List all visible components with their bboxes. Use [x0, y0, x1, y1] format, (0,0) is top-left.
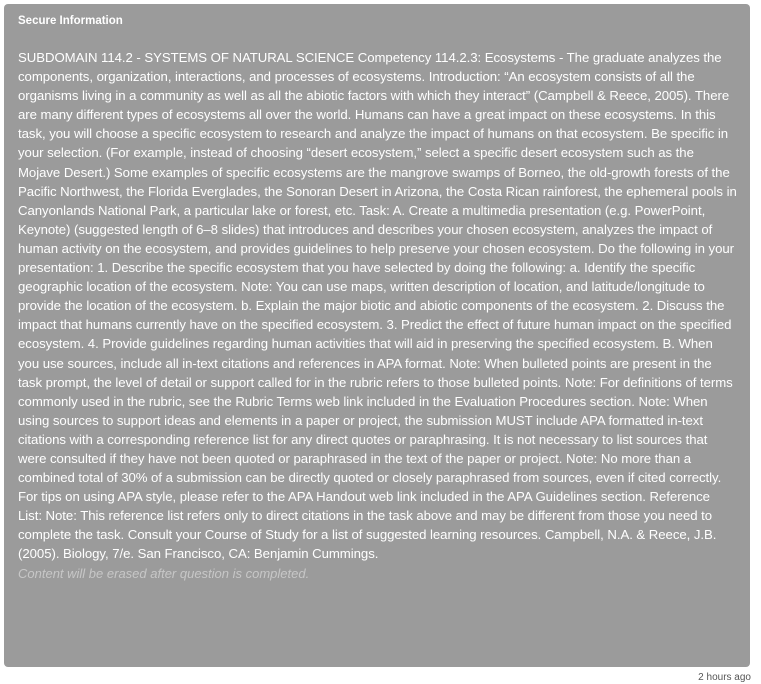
- question-text: SUBDOMAIN 114.2 - SYSTEMS OF NATURAL SCIENCE Competency 114.2.3: Ecosystems - The graduate analyzes the components, organization, interactions, and processes of ecosystems. Introduction: “An ecosystem consists of all the organisms living in a community as well as all the abiotic factors with which they interact” (Campbell & Reece, 2005). There are many different types of ecosystems all over the world. Humans can have a great impact on these ecosystems. In this task, you will choose a specific ecosystem to research and analyze the impact of humans on that ecosystem. Be specific in your selection. (For example, instead of choosing “desert ecosystem,” select a specific desert ecosystem such as the Mojave Desert.) Some examples of specific ecosystems are the mangrove swamps of Borneo, the old-growth forests of the Pacific Northwest, the Florida Everglades, the Sonoran Desert in Arizona, the Costa Rican rainforest, the ephemeral pools in Canyonlands National Park, a particular lake or forest, etc. Task: A. Create a multimedia presentation (e.g. PowerPoint, Keynote) (suggested length of 6–8 slides) that introduces and describes your chosen ecosystem, analyzes the impact of human activity on the ecosystem, and provides guidelines to help preserve your chosen ecosystem. Do the following in your presentation: 1. Describe the specific ecosystem that you have selected by doing the following: a. Identify the specific geographic location of the ecosystem. Note: You can use maps, written description of location, and latitude/longitude to provide the location of the ecosystem. b. Explain the major biotic and abiotic components of the ecosystem. 2. Discuss the impact that humans currently have on the specified ecosystem. 3. Predict the effect of future human impact on the specified ecosystem. 4. Provide guidelines regarding human activities that will aid in preserving the specified ecosystem. B. When you use sources, include all in-text citations and references in APA format. Note: When bulleted points are present in the task prompt, the level of detail or support called for in the rubric refers to those bulleted points. Note: For definitions of terms commonly used in the rubric, see the Rubric Terms web link included in the Evaluation Procedures section. Note: When using sources to support ideas and elements in a paper or project, the submission MUST include APA formatted in-text citations with a corresponding reference list for any direct quotes or paraphrasing. It is not necessary to list sources that were consulted if they have not been quoted or paraphrased in the text of the paper or project. Note: No more than a combined total of 30% of a submission can be directly quoted or closely paraphrased from sources, even if cited correctly. For tips on using APA style, please refer to the APA Handout web link included in the APA Guidelines section. Reference List: Note: This reference list refers only to direct citations in the task above and may be different from those you need to complete the task. Consult your Course of Study for a list of suggested learning resources. Campbell, N.A. & Reece, J.B. (2005). Biology, 7/e. San Francisco, CA: Benjamin Cummings.: [18, 50, 737, 562]
- panel-title: Secure Information: [18, 15, 123, 27]
- timestamp: 2 hours ago: [698, 672, 751, 683]
- secure-information-panel: [4, 4, 750, 667]
- erase-notice: Content will be erased after question is completed.: [18, 565, 310, 581]
